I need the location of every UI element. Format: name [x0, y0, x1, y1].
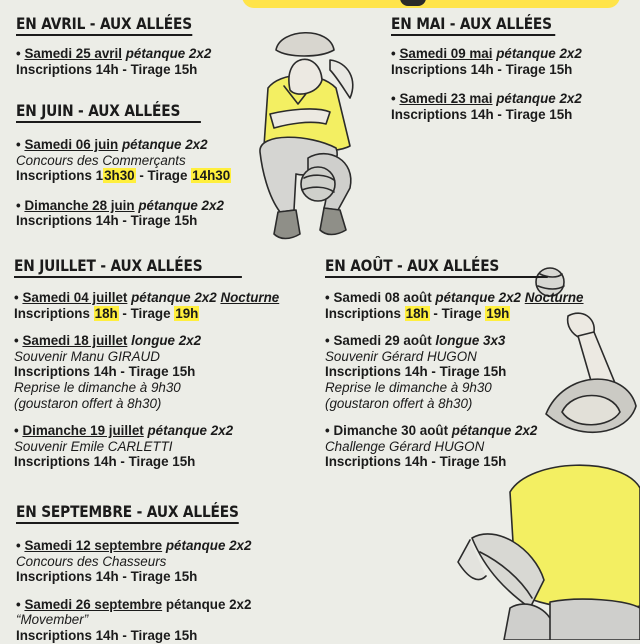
event-times: Inscriptions 14h - Tirage 15h [16, 213, 198, 229]
event-times: Inscriptions 14h - Tirage 15h [16, 569, 198, 585]
event-times: Inscriptions 14h - Tirage 15h [14, 454, 196, 470]
event-kind: pétanque 2x2 [496, 46, 582, 61]
section-heading-mai: EN MAI - AUX ALLÉES [391, 14, 555, 36]
section-heading-aout: EN AOÛT - AUX ALLÉES [325, 256, 547, 278]
bullet: • [391, 46, 396, 61]
section-juin [16, 101, 231, 229]
section-mai [391, 14, 582, 122]
event-subtitle: Souvenir Emile CARLETTI [14, 438, 173, 454]
event-subtitle: Souvenir Manu GIRAUD [14, 348, 160, 364]
bullet: • [16, 197, 21, 213]
event-item [325, 423, 584, 470]
event-note: Reprise le dimanche à 9h30 [325, 379, 492, 395]
event-times: Inscriptions 14h - Tirage 15h [391, 61, 573, 77]
event-times: Inscriptions 14h - Tirage 15h [325, 454, 507, 470]
event-item [14, 423, 279, 470]
event-kind: pétanque 2x2 [435, 290, 521, 305]
event-date: Samedi 09 mai [399, 46, 493, 61]
event-kind: pétanque 2x2 [121, 137, 208, 152]
section-heading-juin: EN JUIN - AUX ALLÉES [16, 101, 201, 123]
bullet: • [14, 423, 19, 439]
event-note: (goustaron offert à 8h30) [14, 395, 162, 411]
bullet: • [16, 46, 21, 61]
event-item [16, 137, 231, 184]
event-kind: pétanque 2x2 [147, 423, 234, 439]
event-item [14, 333, 279, 411]
event-item [16, 538, 275, 585]
event-times: Inscriptions 14h - Tirage 15h [14, 364, 196, 380]
event-times: Inscriptions 14h - Tirage 15h [16, 61, 198, 77]
bullet: • [16, 596, 21, 612]
time-highlight: 3h30 [104, 168, 135, 184]
event-kind: pétanque 2x2 [138, 197, 224, 213]
time-highlight: 18h [405, 305, 429, 321]
time-highlight: 18h [94, 305, 118, 321]
section-heading-avril: EN AVRIL - AUX ALLÉES [16, 14, 192, 36]
event-subtitle: Challenge Gérard HUGON [325, 438, 485, 454]
event-date: Samedi 23 mai [399, 91, 493, 107]
event-date: Samedi 08 août [333, 290, 432, 305]
event-item [16, 198, 231, 229]
event-times: Inscriptions 18h - Tirage 19h [325, 305, 510, 321]
bullet: • [16, 137, 21, 152]
event-subtitle: Concours des Commerçants [16, 152, 186, 168]
bullet: • [14, 290, 19, 305]
event-date: Samedi 06 juin [24, 137, 119, 152]
bullet: • [325, 333, 330, 349]
event-date: Dimanche 30 août [333, 423, 449, 439]
event-date: Samedi 04 juillet [22, 290, 128, 305]
event-times: Inscriptions 18h - Tirage 19h [14, 305, 199, 321]
event-kind: longue 3x3 [435, 333, 506, 349]
event-times: Inscriptions 14h - Tirage 15h [391, 106, 573, 122]
event-date: Samedi 26 septembre [24, 596, 163, 612]
event-item [391, 46, 582, 77]
event-times: Inscriptions 14h - Tirage 15h [16, 627, 198, 643]
section-avril [16, 14, 221, 77]
time-highlight: 14h30 [192, 168, 231, 184]
event-kind-extra: Nocturne [220, 290, 280, 305]
event-subtitle: Souvenir Gérard HUGON [325, 348, 477, 364]
event-date: Samedi 25 avril [24, 46, 122, 61]
top-banner [242, 0, 620, 8]
event-note: (goustaron offert à 8h30) [325, 395, 473, 411]
bullet: • [325, 290, 330, 305]
bullet: • [391, 91, 396, 107]
event-times: Inscriptions 13h30 - Tirage 14h30 [16, 168, 231, 184]
event-date: Samedi 29 août [333, 333, 432, 349]
bullet: • [14, 333, 19, 349]
section-septembre [16, 502, 275, 644]
event-item [325, 333, 584, 411]
bullet: • [325, 423, 330, 439]
event-note: Reprise le dimanche à 9h30 [14, 379, 181, 395]
event-kind: longue 2x2 [131, 333, 202, 349]
event-kind-extra: Nocturne [524, 290, 584, 305]
time-highlight: 19h [175, 305, 199, 321]
event-item [391, 91, 582, 122]
section-heading-juillet: EN JUILLET - AUX ALLÉES [14, 256, 242, 278]
time-highlight: 19h [486, 305, 510, 321]
event-subtitle: “Movember” [16, 612, 89, 628]
event-kind: pétanque 2x2 [165, 538, 252, 553]
section-heading-septembre: EN SEPTEMBRE - AUX ALLÉES [16, 502, 239, 524]
event-date: Dimanche 19 juillet [22, 423, 144, 439]
section-aout [325, 256, 584, 470]
event-kind: pétanque 2x2 [125, 46, 212, 61]
seated-player-illustration [240, 28, 380, 250]
event-subtitle: Concours des Chasseurs [16, 553, 167, 569]
event-item [16, 597, 275, 644]
event-date: Samedi 12 septembre [24, 538, 163, 553]
event-kind: pétanque 2x2 [165, 596, 252, 612]
event-item [325, 290, 584, 321]
event-kind: pétanque 2x2 [131, 290, 217, 305]
event-item [14, 290, 279, 321]
event-item [16, 46, 221, 77]
event-kind: pétanque 2x2 [496, 91, 582, 107]
section-juillet [14, 256, 279, 470]
bullet: • [16, 538, 21, 553]
event-times: Inscriptions 14h - Tirage 15h [325, 364, 507, 380]
event-date: Samedi 18 juillet [22, 333, 128, 349]
event-kind: pétanque 2x2 [451, 423, 538, 439]
event-date: Dimanche 28 juin [24, 197, 135, 213]
